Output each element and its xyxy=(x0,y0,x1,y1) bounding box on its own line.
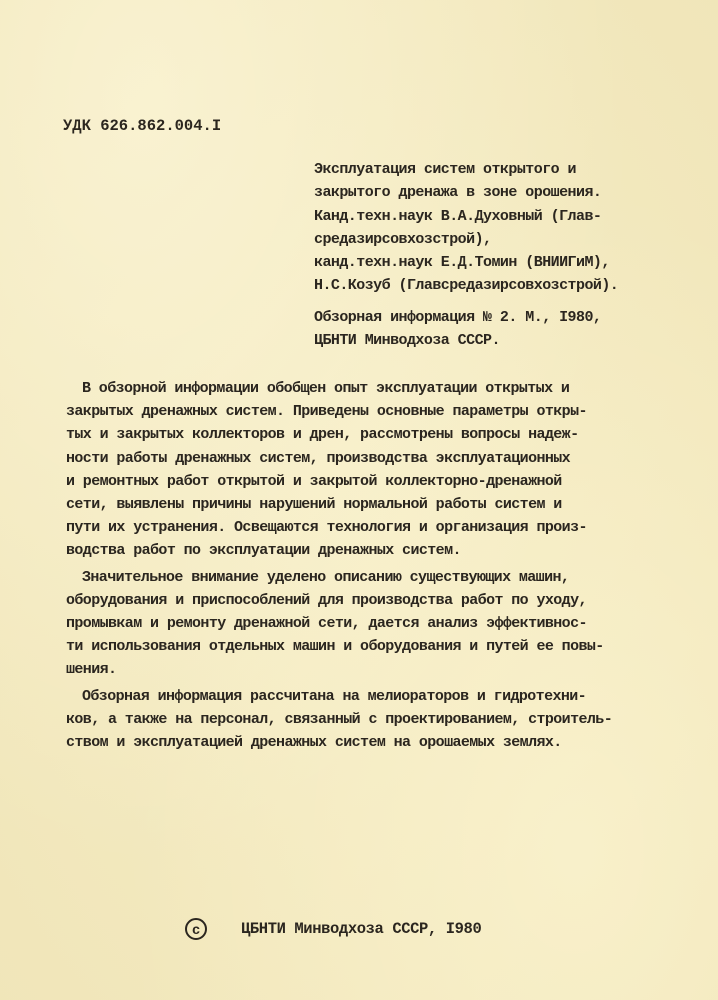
text-line: ти использования отдельных машин и оборудования и путей ее повы- xyxy=(66,638,604,656)
abstract-paragraph-3 xyxy=(66,685,706,755)
text-line: тых и закрытых коллекторов и дрен, рассмотрены вопросы надеж- xyxy=(66,426,579,444)
copyright-icon: c xyxy=(185,918,207,940)
text-line: промывкам и ремонту дренажной сети, дается анализ эффективнос- xyxy=(66,615,587,633)
text-line: В обзорной информации обобщен опыт эксплуатации открытых и xyxy=(82,380,570,397)
publication-line: Обзорная информация № 2. М., I980, xyxy=(314,308,602,326)
udk-classification: УДК 626.862.004.I xyxy=(63,117,222,135)
copyright-text: ЦБНТИ Минводхоза СССР, I980 xyxy=(241,920,482,938)
abstract-paragraph-2 xyxy=(66,566,706,682)
text-line: шения. xyxy=(66,661,117,679)
text-line: Обзорная информация рассчитана на мелиораторов и гидротехни- xyxy=(82,687,587,705)
text-line: ством и эксплуатацией дренажных систем на орошаемых землях. xyxy=(66,734,562,752)
text-line: и ремонтных работ открытой и закрытой коллекторно-дренажной xyxy=(66,472,562,490)
text-line: ности работы дренажных систем, производства эксплуатационных xyxy=(66,449,571,467)
citation-spacer xyxy=(314,298,704,306)
abstract xyxy=(66,377,706,754)
text-line: сети, выявлены причины нарушений нормальной работы систем и xyxy=(66,496,562,514)
citation-line: Эксплуатация систем открытого и xyxy=(314,161,576,178)
text-line: ков, а также на персонал, связанный с проектированием, строитель- xyxy=(66,710,613,728)
citation-line: Н.С.Козуб (Главсредазирсовхозстрой). xyxy=(314,277,619,295)
text-line: закрытых дренажных систем. Приведены основные параметры откры- xyxy=(66,403,587,421)
text-line: оборудования и приспособлений для производства работ по уходу, xyxy=(66,591,587,609)
abstract-paragraph-1 xyxy=(66,377,706,563)
citation-line: канд.техн.наук Е.Д.Томин (ВНИИГиМ), xyxy=(314,254,610,272)
citation-line: средазирсовхозстрой), xyxy=(314,230,492,248)
text-line: Значительное внимание уделено описанию существующих машин, xyxy=(82,568,570,586)
copyright-footer xyxy=(185,918,481,940)
bibliographic-citation xyxy=(314,158,704,352)
citation-line: Канд.техн.наук В.А.Духовный (Глав- xyxy=(314,207,602,225)
publication-line: ЦБНТИ Минводхоза СССР. xyxy=(314,332,500,350)
text-line: водства работ по эксплуатации дренажных систем. xyxy=(66,542,461,560)
text-line: пути их устранения. Освещаются технология и организация произ- xyxy=(66,519,587,537)
citation-line: закрытого дренажа в зоне орошения. xyxy=(314,184,602,202)
